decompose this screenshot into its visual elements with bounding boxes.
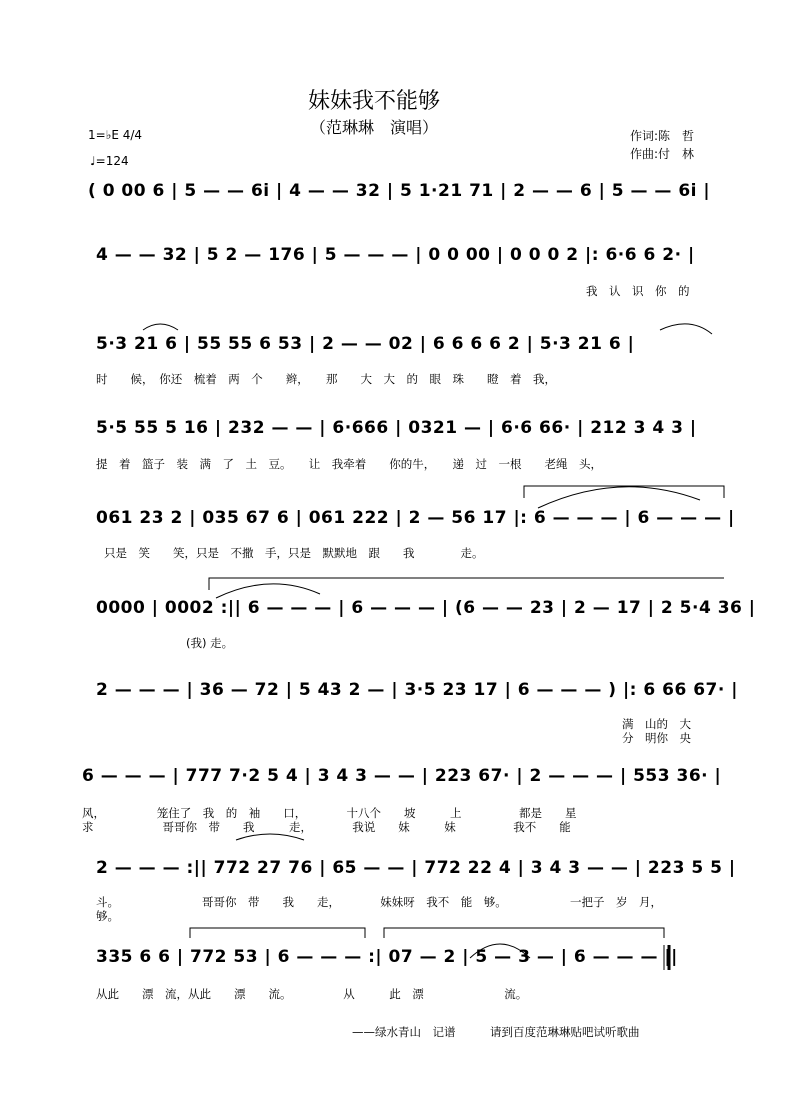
system-5-lyrics: 只是 笑 笑，只是 不撒 手，只是 默默地 跟 我 走。 [104,546,484,560]
key-signature: 1=♭E 4/4 [88,128,143,142]
system-10-notes: 335 6 6 | 772 53 | 6 — — — :| 07 — 2 | 5 — 3 — | 6 — — — || [96,947,678,967]
system-8-notes: 6 — — — | 777 7·2 5 4 | 3 4 3 — — | 223 67· | 2 — — — | 553 36· | [82,766,722,786]
system-5-notes: 061 23 2 | 035 67 6 | 061 222 | 2 — 56 17 |: 6 — — — | 6 — — — | [96,508,735,528]
system-6-notes: 0000 | 0002 :|| 6 — — — | 6 — — — | (6 — — 23 | 2 — 17 | 2 5·4 36 | [96,598,756,618]
tempo-marking: ♩=124 [90,154,129,168]
system-3-lyrics: 时 候， 你还 梳着 两 个 辫， 那 大 大 的 眼 珠 瞪 着 我， [96,372,556,386]
system-2-lyrics: 我 认 识 你 的 [586,284,690,298]
system-4-notes: 5·5 55 5 16 | 232 — — | 6·666 | 0321 — | 6·6 66· | 212 3 4 3 | [96,418,697,438]
system-8-lyrics-verse-1: 风， 笼住了 我 的 袖 口， 十八个 坡 上 都是 星 [82,806,577,820]
song-title: 妹妹我不能够 [308,89,441,114]
system-10-lyrics: 从此 漂 流，从此 漂 流。 从 此 漂 流。 [96,987,528,1001]
system-9-lyrics-verse-2: 够。 [96,909,119,923]
system-1-notes: ( 0 00 6 | 5 — — 6i | 4 — — 32 | 5 1·21 71 | 2 — — 6 | 5 — — 6i | [88,181,711,201]
song-subtitle-singer: （范琳琳 演唱） [310,118,439,137]
transcriber-footer: ——绿水青山 记谱 请到百度范琳琳贴吧试听歌曲 [352,1025,640,1039]
system-2-notes: 4 — — 32 | 5 2 — 176 | 5 — — — | 0 0 00 | 0 0 0 2 |: 6·6 6 2· | [96,245,695,265]
system-7-lyrics-verse-2: 分 明你 央 [622,731,691,745]
system-4-lyrics: 提 着 篮子 装 满 了 土 豆。 让 我牵着 你的牛， 递 过 一根 老绳 头， [96,457,602,471]
composer-credit: 作曲:付 林 [630,147,695,161]
lyricist-credit: 作词:陈 哲 [630,129,695,143]
system-3-notes: 5·3 21 6 | 55 55 6 53 | 2 — — 02 | 6 6 6 6 2 | 5·3 21 6 | [96,334,635,354]
system-8-lyrics-verse-2: 求 哥哥你 带 我 走， 我说 妹 妹 我不 能 [82,820,571,834]
system-7-lyrics-verse-1: 满 山的 大 [622,717,691,731]
system-7-notes: 2 — — — | 36 — 72 | 5 43 2 — | 3·5 23 17 | 6 — — — ) |: 6 66 67· | [96,680,738,700]
system-6-lyrics: (我) 走。 [186,636,234,650]
system-9-notes: 2 — — — :|| 772 27 76 | 65 — — | 772 22 4 | 3 4 3 — — | 223 5 5 | [96,858,736,878]
system-9-lyrics-verse-1: 斗。 [96,895,119,909]
system-9-lyrics-main: 哥哥你 带 我 走， 妹妹呀 我不 能 够。 一把子 岁 月， [202,895,662,909]
